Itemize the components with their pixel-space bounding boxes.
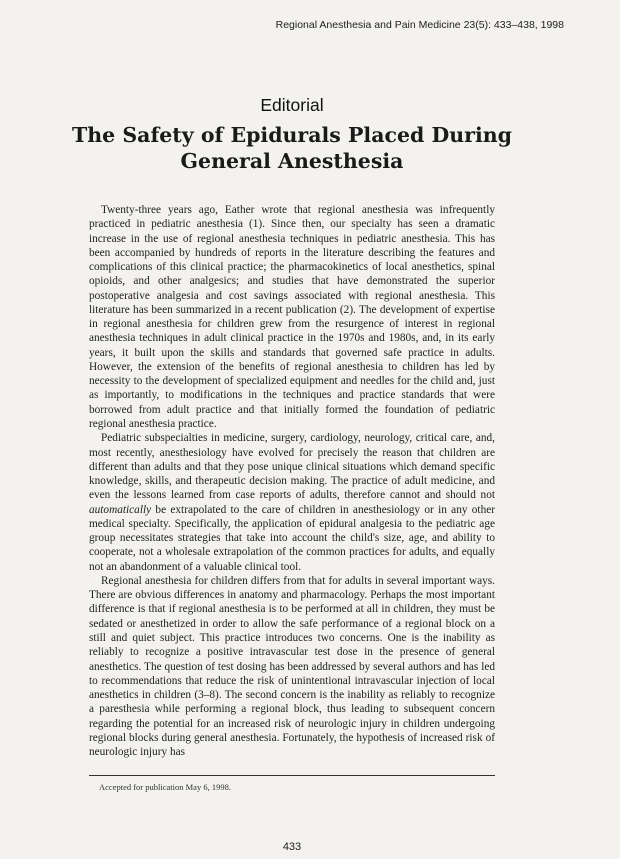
paragraph-2-text-a: Pediatric subspecialties in medicine, surgery, cardiology, neurology, critical care, and, most recently, anesthesiology have evolved for precisely the reason that children are different than adults and that they pose unique clinical situations which demand specific knowledge, skills, and therapeutic decision making. The practice of adult medicine, and even the lessons learned from case reports of adults, therefore cannot and should not bbox=[89, 432, 495, 502]
emphasis-automatically: automatically bbox=[89, 503, 152, 516]
page-number: 433 bbox=[282, 841, 302, 853]
paragraph-3 bbox=[89, 574, 495, 759]
paragraph-3-text: Regional anesthesia for children differs from that for adults in several important ways. There are obvious differences in anatomy and pharmacology. Perhaps the most important difference is that if regional anesthesia is to be performed at all in children, they must be sedated or anesthetized in order to allow the safe performance of a regional block on a still and quiet subject. This practice introduces two concerns. One is the inability as reliably to recognize a positive intravascular test dose in the presence of general anesthetics. The question of test dosing has been addressed by several authors and has led to recommendations that reduce the risk of unintentional intravascular injection of local anesthetics in children (3–8). The second concern is the inability as reliably to recognize a paresthesia while performing a regional block, thus leading to subsequent concern regarding the potential for an increased risk of neurologic injury in children undergoing regional blocks during general anesthesia. Fortunately, the hypothesis of increased risk of neurologic injury has bbox=[89, 574, 495, 759]
paragraph-2 bbox=[89, 431, 495, 574]
footnote-divider bbox=[89, 775, 495, 776]
running-head: Regional Anesthesia and Pain Medicine 23(5): 433–438, 1998 bbox=[275, 19, 564, 31]
article-body bbox=[89, 203, 495, 759]
paragraph-1 bbox=[89, 203, 495, 431]
section-label: Editorial bbox=[260, 95, 324, 115]
article-title: The Safety of Epidurals Placed During General Anesthesia bbox=[72, 123, 512, 173]
paragraph-1-text: Twenty-three years ago, Eather wrote that regional anesthesia was infrequently practiced in pediatric anesthesia (1). Since then, our specialty has seen a dramatic increase in the use of regional anesthesia techniques in pediatric anesthesia. This has been accompanied by hundreds of reports in the literature describing the features and complications of this clinical practice; the pharmacokinetics of local anesthetics, spinal opioids, and other analgesics; and studies that have demonstrated the superior postoperative analgesia and cost savings associated with regional anesthesia. This literature has been summarized in a recent publication (2). The development of expertise in regional anesthesia for children grew from the resurgence of interest in regional anesthesia techniques in adult clinical practice in the 1970s and 1980s, and, in its early years, it built upon the skills and standards that governed safe practice in adults. However, the extension of the benefits of regional anesthesia to children has led by necessity to the development of specialized equipment and needles for the child and, just as importantly, to modifications in the techniques and practice standards that were borrowed from adult practice and that initially formed the foundation of pediatric regional anesthesia practice. bbox=[89, 204, 495, 430]
paragraph-2-text-b: be extrapolated to the care of children in anesthesiology or in any other medical specialty. Specifically, the application of epidural analgesia to the pediatric age group necessitates strategies that take into account the child's size, age, and ability to cooperate, not a wholesale extrapolation of the common practices for adults, and equally not an abandonment of a valuable clinical tool. bbox=[89, 503, 495, 573]
acceptance-footnote: Accepted for publication May 6, 1998. bbox=[99, 782, 231, 792]
